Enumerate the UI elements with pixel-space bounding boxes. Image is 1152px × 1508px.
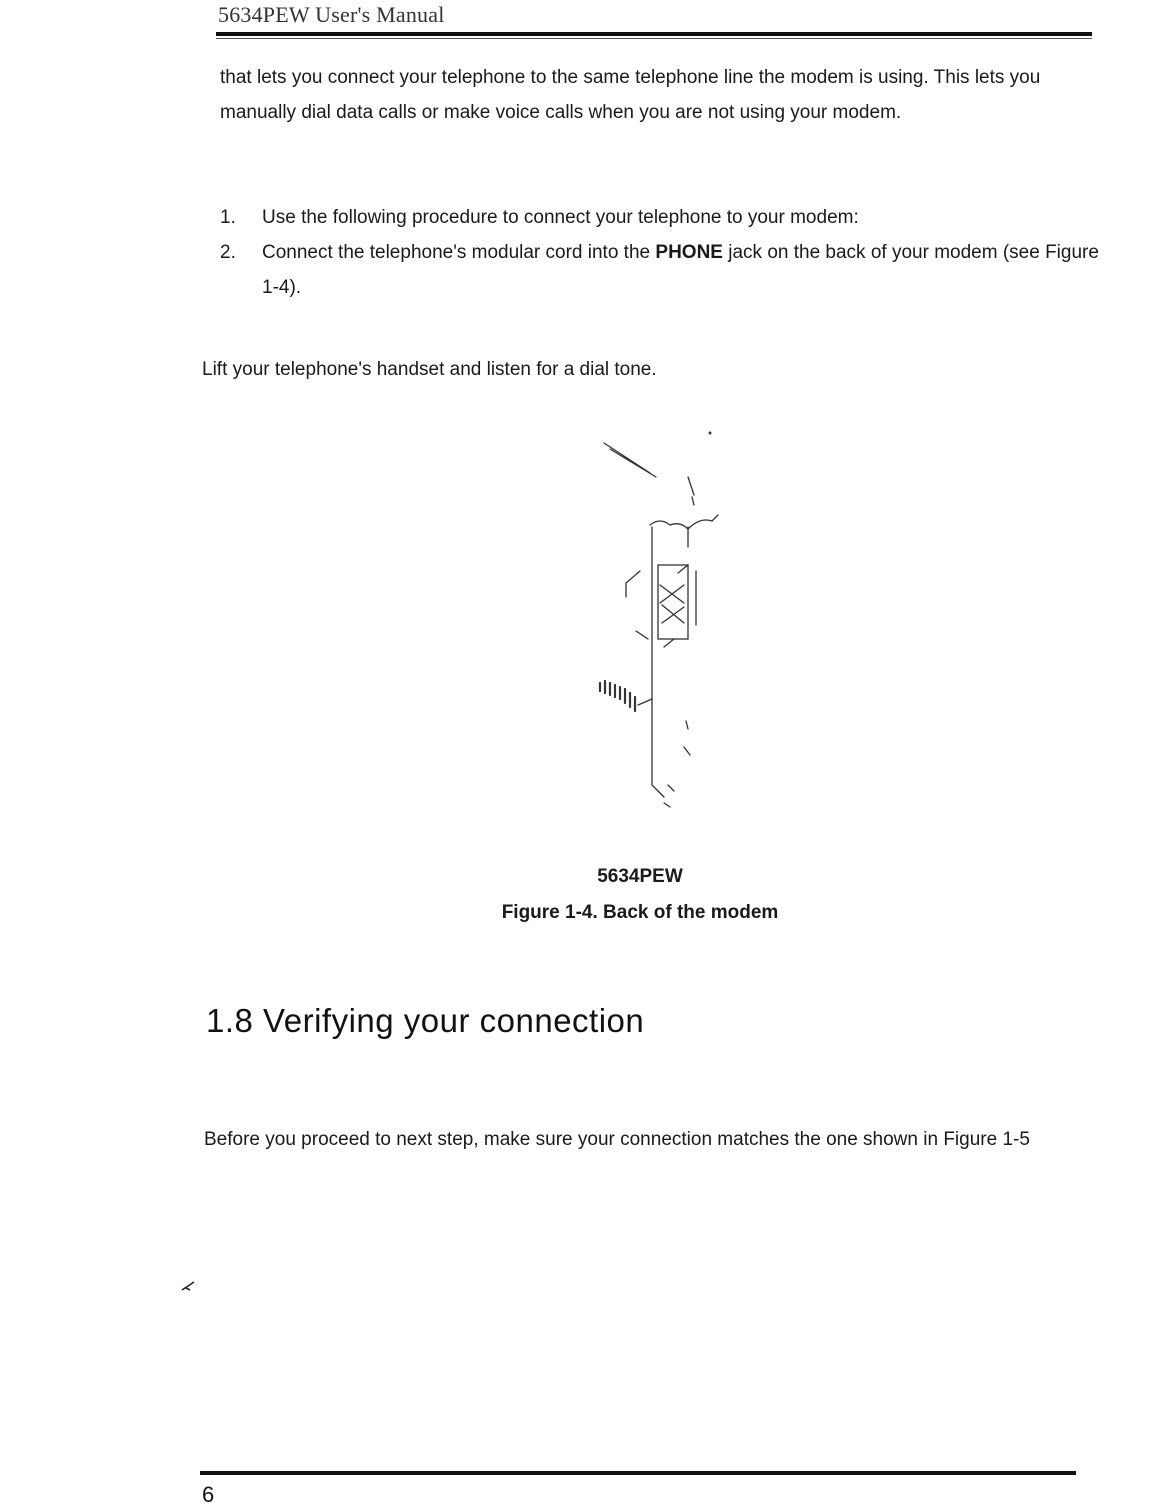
phone-jack-label: PHONE (655, 242, 723, 263)
lift-handset-paragraph: Lift your telephone's handset and listen for a dial tone. (202, 359, 657, 380)
bracket-top-edge (650, 515, 718, 529)
step-number: 2. (220, 242, 236, 263)
intro-paragraph: that lets you connect your telephone to the same telephone line the modem is using. This lets you manually dial data calls or make voice calls when you are not using your modem. (220, 67, 1041, 123)
procedure-steps (220, 200, 1100, 305)
step-text (262, 242, 1099, 298)
section-heading: 1.8 Verifying your connection (206, 1002, 645, 1039)
bracket-edge-left (626, 571, 640, 597)
modem-back-illustration (560, 425, 780, 825)
step-item (220, 235, 1100, 305)
step-text-after: jack on the back of your modem (see Figure 1-4). (262, 242, 1099, 298)
figure-model-label: 5634PEW (597, 866, 683, 887)
page-number: 6 (202, 1482, 215, 1507)
step-text: Use the following procedure to connect your telephone to your modem: (262, 207, 859, 228)
step-number: 1. (220, 207, 236, 228)
step-item (220, 200, 1100, 235)
header-rule-thin (216, 38, 1092, 39)
step-text-before: Connect the telephone's modular cord into the (262, 242, 656, 263)
figure-caption: Figure 1-4. Back of the modem (501, 902, 779, 923)
edge-connector-pins (600, 681, 635, 711)
stray-mark-icon (180, 1280, 196, 1292)
verify-paragraph: Before you proceed to next step, make sure your connection matches the one shown in Figure 1-5 (204, 1129, 1030, 1150)
bracket-tab (604, 443, 656, 477)
header-rule (216, 32, 1092, 36)
footer-rule (200, 1471, 1076, 1475)
running-header: 5634PEW User's Manual (218, 2, 445, 27)
